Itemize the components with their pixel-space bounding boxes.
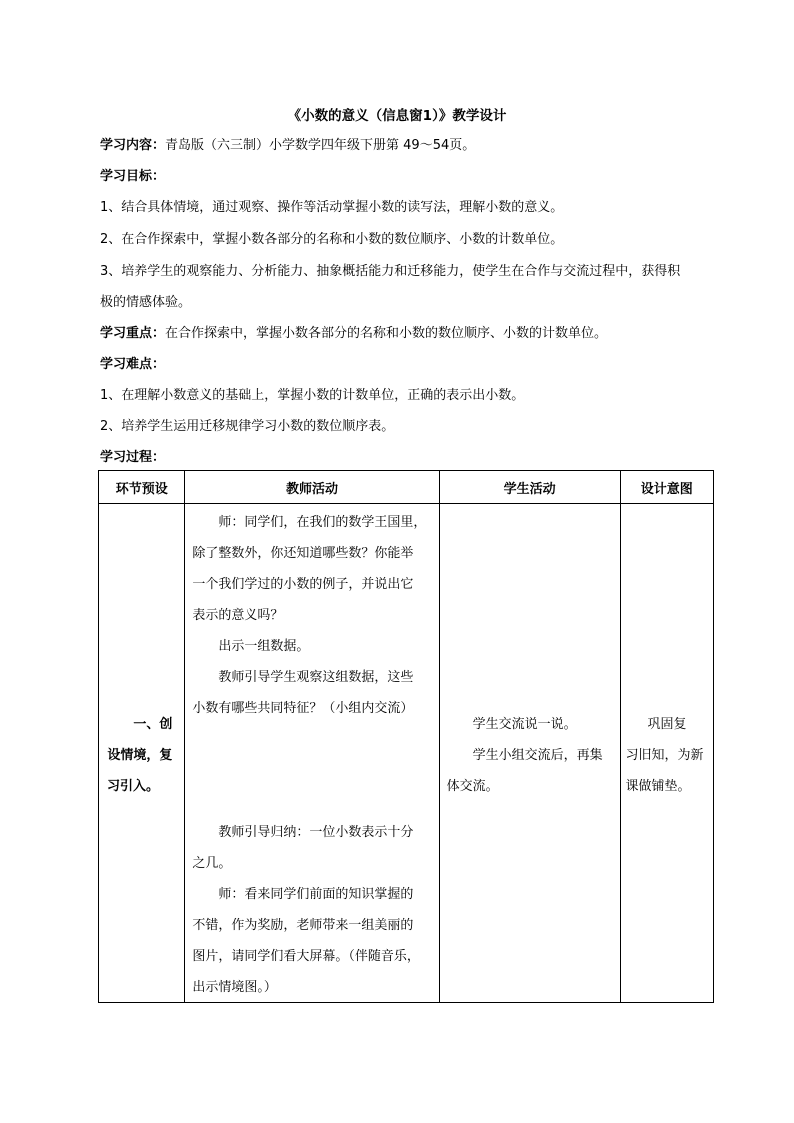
student-activity-cell <box>439 504 620 1003</box>
objective-item: 3、培养学生的观察能力、分析能力、抽象概括能力和迁移能力，使学生在合作与交流过程中，获得积 <box>100 264 681 279</box>
stage-text <box>103 709 180 802</box>
stage-line: 设情境，复 <box>107 748 173 763</box>
teacher-block <box>192 507 431 724</box>
difficulty-item: 2、培养学生运用迁移规律学习小数的数位顺序表。 <box>100 419 395 434</box>
student-line: 学生交流说一说。 <box>472 717 577 732</box>
teacher-line: 不错，作为奖励，老师带来一组美丽的 <box>192 918 414 933</box>
objective-item: 1、结合具体情境，通过观察、操作等活动掌握小数的读写法，理解小数的意义。 <box>100 200 564 215</box>
teacher-line: 表示的意义吗？ <box>192 608 284 623</box>
lesson-process-table <box>98 470 714 1003</box>
header-intent: 设计意图 <box>620 471 713 504</box>
teacher-line: 出示情境图。） <box>192 980 277 995</box>
content-label: 学习内容： <box>100 138 166 153</box>
intent-line: 巩固复 <box>647 717 687 732</box>
student-block <box>447 709 613 802</box>
teacher-line: 一个我们学过的小数的例子，并说出它 <box>192 577 414 592</box>
table-row <box>99 504 714 1003</box>
intent-line: 课做铺垫。 <box>625 779 691 794</box>
content-line <box>100 134 700 153</box>
objective-item: 极的情感体验。 <box>100 295 192 310</box>
student-line: 学生小组交流后，再集 <box>472 748 603 763</box>
teacher-line: 教师引导学生观察这组数据，这些 <box>218 670 414 685</box>
table-header-row <box>99 471 714 504</box>
teacher-line: 师：看来同学们前面的知识掌握的 <box>218 887 414 902</box>
stage-line: 一、创 <box>133 717 173 732</box>
content-text: 青岛版（六三制）小学数学四年级下册第 49～54页。 <box>165 138 476 153</box>
header-student: 学生活动 <box>439 471 620 504</box>
design-intent-cell <box>620 504 713 1003</box>
teacher-line: 除了整数外，你还知道哪些数？你能举 <box>192 546 414 561</box>
difficulty-item: 1、在理解小数意义的基础上，掌握小数的计数单位，正确的表示出小数。 <box>100 388 525 403</box>
teacher-line: 之几。 <box>192 856 232 871</box>
key-point-label: 学习重点： <box>100 326 166 341</box>
header-stage: 环节预设 <box>99 471 185 504</box>
document-title: 《小数的意义（信息窗1）》教学设计 <box>287 108 507 124</box>
teacher-line: 出示一组数据。 <box>218 639 310 654</box>
teacher-line: 小数有哪些共同特征？（小组内交流） <box>192 701 414 716</box>
stage-cell <box>99 504 185 1003</box>
process-label: 学习过程： <box>100 450 166 465</box>
key-point-line <box>100 322 700 341</box>
intent-line: 习旧知，为新 <box>625 748 704 763</box>
intent-block <box>626 709 710 802</box>
teacher-line: 图片，请同学们看大屏幕。（伴随音乐， <box>192 949 420 964</box>
teacher-line: 教师引导归纳：一位小数表示十分 <box>218 825 414 840</box>
objectives-label: 学习目标： <box>100 169 166 184</box>
header-teacher: 教师活动 <box>185 471 439 504</box>
student-line: 体交流。 <box>446 779 499 794</box>
teacher-activity-cell <box>185 504 439 1003</box>
key-point-text: 在合作探索中，掌握小数各部分的名称和小数的数位顺序、小数的计数单位。 <box>165 326 608 341</box>
stage-line: 习引入。 <box>107 779 160 794</box>
objective-item: 2、在合作探索中，掌握小数各部分的名称和小数的数位顺序、小数的计数单位。 <box>100 232 564 247</box>
teacher-line: 师：同学们，在我们的数学王国里， <box>218 515 427 530</box>
difficulty-label: 学习难点： <box>100 357 166 372</box>
teacher-block <box>192 817 431 1003</box>
